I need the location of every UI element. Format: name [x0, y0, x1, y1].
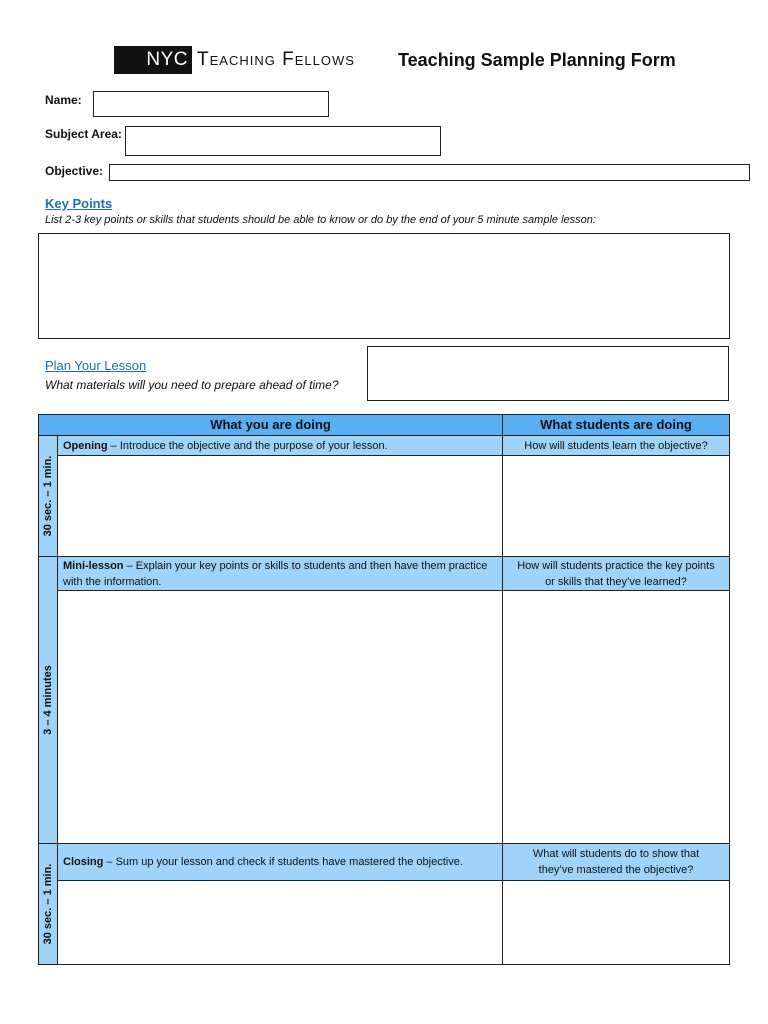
closing-teacher-field[interactable]	[58, 881, 503, 964]
closing-student-prompt-cell	[503, 844, 729, 881]
name-label: Name:	[45, 93, 82, 107]
mini-lesson-teacher-field[interactable]	[58, 591, 503, 844]
name-field[interactable]	[93, 91, 329, 117]
key-points-heading: Key Points	[45, 196, 113, 211]
subject-area-field[interactable]	[125, 126, 441, 156]
opening-student-field[interactable]	[503, 456, 729, 557]
opening-title: Opening	[63, 440, 108, 452]
mini-lesson-title: Mini-lesson	[63, 560, 124, 572]
logo-text: Teaching Fellows	[197, 49, 355, 70]
closing-description: – Sum up your lesson and check if students have mastered the objective.	[103, 856, 463, 868]
subject-area-label: Subject Area:	[45, 127, 122, 141]
objective-label: Objective:	[45, 164, 104, 178]
key-points-instruction: List 2-3 key points or skills that students should be able to know or do by the end of your 5 minute sample lesson:	[45, 214, 596, 226]
students-column-label: What students are doing	[540, 417, 692, 432]
lesson-plan-table	[38, 414, 730, 965]
form-title: Teaching Sample Planning Form	[398, 50, 676, 70]
opening-student-prompt-cell	[503, 436, 729, 456]
plan-lesson-heading: Plan Your Lesson	[45, 358, 147, 373]
closing-student-field[interactable]	[503, 881, 729, 964]
opening-teacher-field[interactable]	[58, 456, 503, 557]
mini-lesson-time-label: 3 – 4 minutes	[42, 665, 54, 735]
opening-student-prompt: How will students learn the objective?	[524, 440, 708, 452]
teacher-column-header	[39, 415, 503, 436]
closing-time-label: 30 sec. – 1 min.	[42, 863, 54, 945]
materials-question: What materials will you need to prepare ahead of time?	[45, 378, 339, 392]
mini-lesson-student-field[interactable]	[503, 591, 729, 844]
mini-lesson-instruction	[58, 557, 503, 591]
closing-instruction	[58, 844, 503, 881]
closing-title: Closing	[63, 856, 104, 868]
mini-lesson-student-prompt-cell	[503, 557, 729, 591]
mini-lesson-student-prompt: How will students practice the key points or skills that they’ve learned?	[517, 560, 715, 588]
key-points-field[interactable]	[38, 233, 730, 339]
opening-time-label: 30 sec. – 1 min.	[42, 455, 54, 537]
students-column-header	[503, 415, 729, 436]
teacher-column-label: What you are doing	[210, 417, 331, 432]
objective-field[interactable]	[109, 164, 750, 181]
closing-time-cell	[39, 844, 58, 964]
opening-time-cell	[39, 436, 58, 557]
logo-mark: NYC	[114, 46, 192, 74]
opening-instruction	[58, 436, 503, 456]
materials-field[interactable]	[367, 346, 729, 401]
mini-lesson-time-cell	[39, 557, 58, 844]
mini-lesson-description: – Explain your key points or skills to students and then have them practice with the information.	[63, 560, 488, 588]
closing-student-prompt: What will students do to show that they’ve mastered the objective?	[532, 848, 700, 876]
opening-description: – Introduce the objective and the purpose of your lesson.	[107, 440, 388, 452]
